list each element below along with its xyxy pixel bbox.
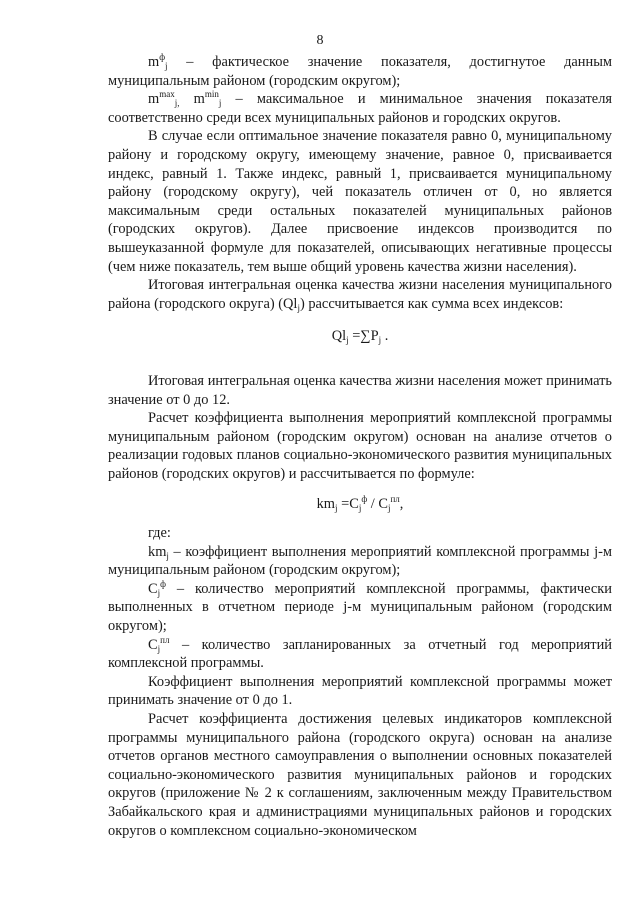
formula-km: $km_j =C_j^ф / C_j^{пл}$, — [316, 494, 404, 514]
paragraph-km-calculation: Расчет коэффициента выполнения мероприятий комплексной программы муниципальным районом (городским округом) основан на анализе отчетов о реализации годовых планов социально-экономического развития муниципальных районов (городских округов) и рассчитывается по формуле: — [108, 410, 612, 482]
paragraph-score-range: Итоговая интегральная оценка качества жизни населения может принимать значение от 0 до 12. — [108, 372, 612, 408]
paragraph-km-range: Коэффициент выполнения мероприятий комплексной программы может принимать значение от 0 до 1. — [108, 673, 612, 709]
paragraph-integral-score: Итоговая интегральная оценка качества жизни населения муниципального района (городского округа) $(Ql_j)$ рассчитывается как сумма всех индексов: — [108, 277, 612, 313]
definition-m-max-min: $m^{max}_{j,}$ $m^{min}_j$ – максимальное и минимальное значения показателя соответственно среди всех муниципальных районов и городских округов. — [108, 89, 612, 126]
definition-c-plan: $C_j^{пл}$ – количество запланированных за отчетный год мероприятий комплексной программы. — [108, 634, 612, 672]
definition-m-fact: $m^ф_j$ – фактическое значение показателя, достигнутое данным муниципальным районом (городским округом); — [108, 52, 612, 89]
where-label: где: — [148, 525, 171, 542]
definition-c-fact: $C_j^ф$ – количество мероприятий комплексной программы, фактически выполненных в отчетном периоде j-м муниципальным районом (городским округом); — [108, 578, 612, 635]
definition-km: $km_j$ – коэффициент выполнения мероприятий комплексной программы j-м муниципальным районом (городским округом); — [108, 543, 612, 579]
formula-integral-sum: $Ql_j =\sum P_j$ . — [331, 328, 389, 346]
document-body — [108, 53, 612, 840]
page-number: 8 — [316, 33, 324, 48]
paragraph-target-indicators: Расчет коэффициента достижения целевых индикаторов комплексной программы муниципального района (городского округа) основан на анализе отчетов органов местного самоуправления о выполнении основных показателей социально-экономического развития муниципальных районов и городских округов (приложение № 2 к соглашениям, заключенным между Правительством Забайкальского края и администрациями муниципальных районов и городских округов о комплексном социально-экономическом — [108, 711, 612, 839]
paragraph-optimal-value: В случае если оптимальное значение показателя равно 0, муниципальному району и городскому округу, имеющему значение, равное 0, присваивается индекс, равный 1. Также индекс, равный 1, присваивается муниципальному району (городскому округу), чей показатель отличен от 0, но является максимальным среди остальных показателей муниципальных районов (городских округов). Далее присвоение индексов производится по вышеуказанной формуле для показателей, описывающих негативные процессы (чем ниже показатель, тем выше общий уровень качества жизни населения). — [108, 128, 612, 275]
